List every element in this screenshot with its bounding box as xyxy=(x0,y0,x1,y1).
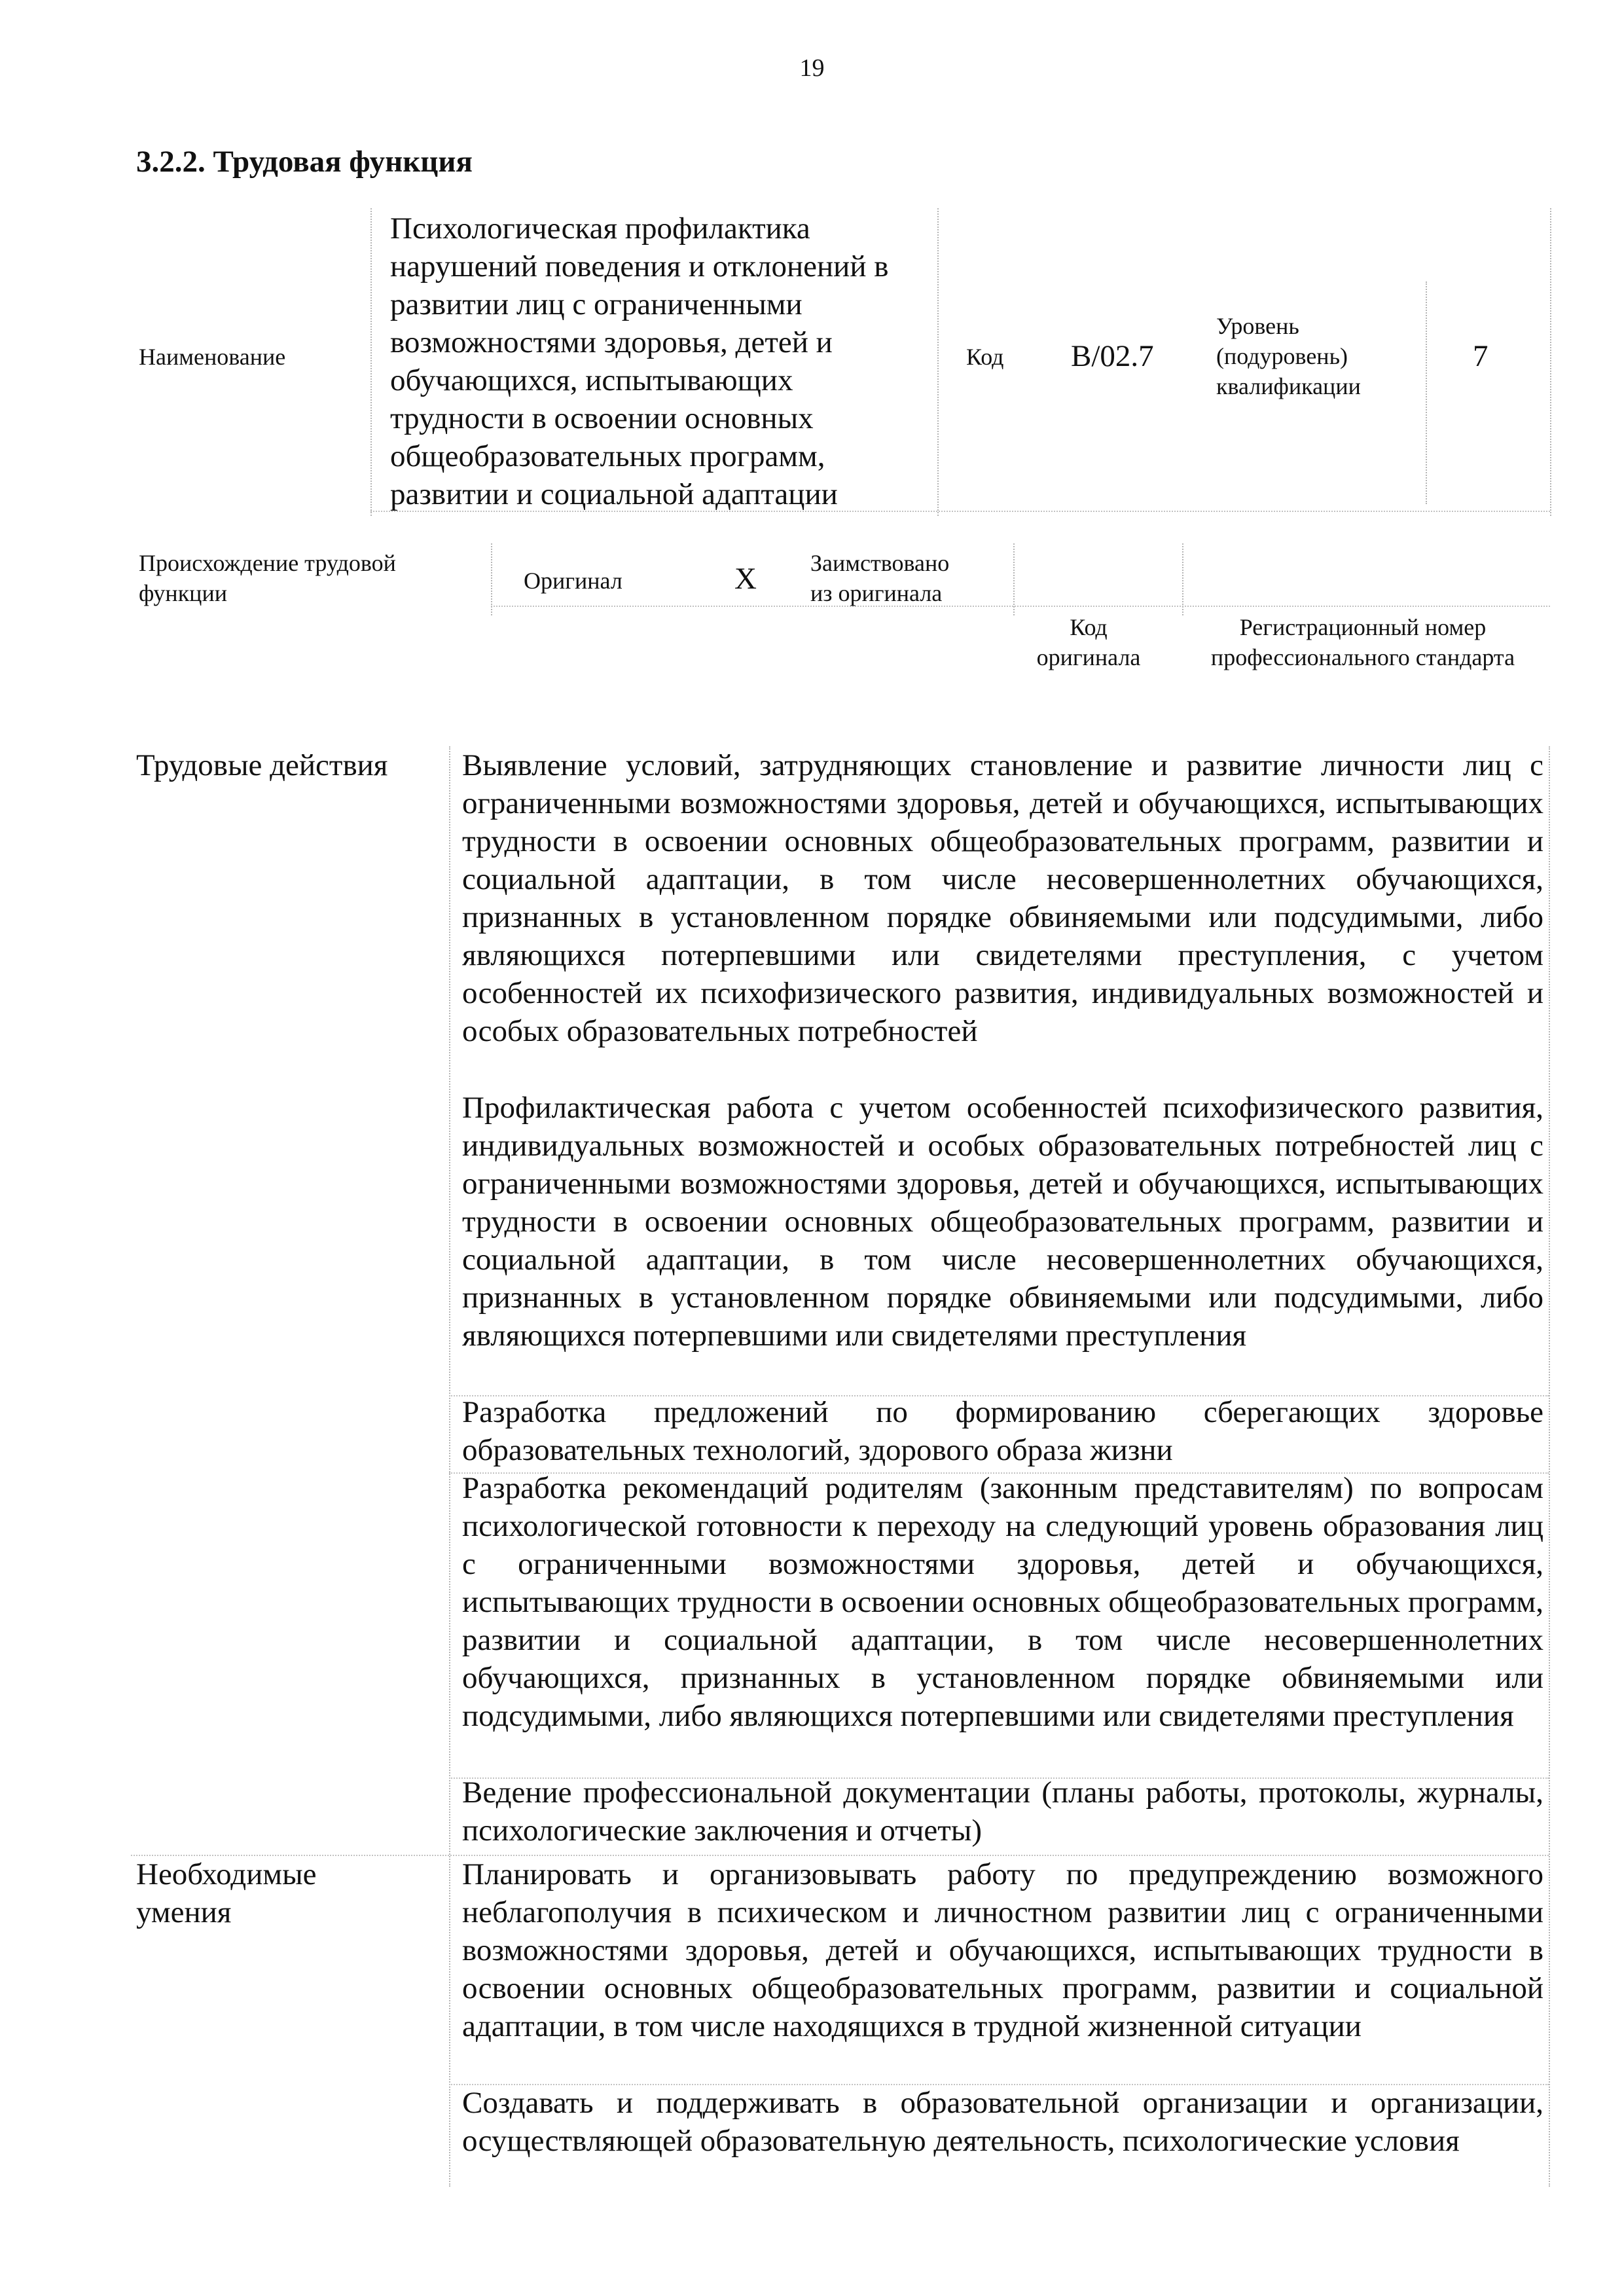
function-name-label: Наименование xyxy=(139,344,286,370)
registration-number-caption: Регистрационный номер профессионального стандарта xyxy=(1210,614,1515,670)
required-skill-item: Планировать и организовывать работу по предупреждению возможного неблагополучия в психическом и личностном развитии лиц с ограниченными возможностями здоровья, детей и обучающихся, испытывающих трудности в освоении основных общеобразовательных программ, развитии и социальной адаптации, в том числе находящихся в трудной жизненной ситуации xyxy=(462,1857,1543,2043)
labor-action-item: Профилактическая работа с учетом особенностей психофизического развития, индивидуальных возможностей и особых образовательных потребностей лиц с ограниченными возможностями здоровья, детей и обучающихся, испытывающих трудности в освоении основных общеобразовательных программ, развитии и социальной адаптации, в том числе несовершеннолетних обучающихся, признанных в установленном порядке обвиняемыми или подсудимыми, либо являющихся потерпевшими или свидетелями преступления xyxy=(462,1091,1543,1353)
labor-actions-label: Трудовые действия xyxy=(136,748,388,782)
qualification-level-value: 7 xyxy=(1473,339,1489,373)
origin-original-mark: X xyxy=(734,562,757,596)
required-skills-label: Необходимые умения xyxy=(136,1857,317,1929)
section-title: 3.2.2. Трудовая функция xyxy=(136,145,473,179)
header-divider xyxy=(937,208,939,516)
labor-action-item: Выявление условий, затрудняющих становление и развитие личности лиц с ограниченными возможностями здоровья, детей и обучающихся, испытывающих трудности в освоении основных общеобразовательных программ, развитии и социальной адаптации, в том числе несовершеннолетних обучающихся, признанных в установленном порядке обвиняемыми или подсудимыми, либо являющихся потерпевшими или свидетелями преступления, с учетом особенностей их психофизического развития, индивидуальных возможностей и особых образовательных потребностей xyxy=(462,748,1543,1048)
origin-divider xyxy=(491,606,1550,607)
qualification-level-label: Уровень (подуровень) квалификации xyxy=(1216,313,1361,399)
table-divider xyxy=(1549,746,1550,2187)
origin-divider xyxy=(1182,543,1183,615)
function-name-value: Психологическая профилактика нарушений поведения и отклонений в развитии лиц с ограниченными возможностями здоровья, детей и обучающихся, испытывающих трудности в освоении основных общеобразовательных программ, развитии и социальной адаптации xyxy=(390,211,889,511)
origin-label: Происхождение трудовой функции xyxy=(139,550,396,606)
required-skill-item: Создавать и поддерживать в образовательной организации и организации, осуществляющей образовательную деятельность, психологические условия xyxy=(462,2086,1543,2158)
origin-code-caption: Код оригинала xyxy=(1036,614,1141,670)
page-number: 19 xyxy=(799,54,825,82)
origin-original-label: Оригинал xyxy=(524,568,623,594)
origin-divider xyxy=(1013,543,1015,615)
code-value: B/02.7 xyxy=(1071,339,1154,373)
header-divider xyxy=(1550,208,1551,516)
labor-action-item: Разработка рекомендаций родителям (законным представителям) по вопросам психологической готовности к переходу на следующий уровень образования лиц с ограниченными возможностями здоровья, детей и обучающихся, испытывающих трудности в освоении основных общеобразовательных программ, развитии и социальной адаптации, в том числе несовершеннолетних обучающихся, признанных в установленном порядке обвиняемыми или подсудимыми, либо являющихся потерпевшими или свидетелями преступления xyxy=(462,1471,1543,1733)
origin-borrowed-label: Заимствовано из оригинала xyxy=(810,550,950,606)
labor-action-item: Ведение профессиональной документации (планы работы, протоколы, журналы, психологические заключения и отчеты) xyxy=(462,1776,1543,1848)
header-divider xyxy=(1426,282,1427,504)
table-divider xyxy=(449,746,450,2187)
code-label: Код xyxy=(966,344,1004,370)
labor-action-item: Разработка предложений по формированию сберегающих здоровье образовательных технологий, здорового образа жизни xyxy=(462,1395,1543,1467)
header-divider xyxy=(370,208,372,516)
origin-divider xyxy=(491,543,492,615)
